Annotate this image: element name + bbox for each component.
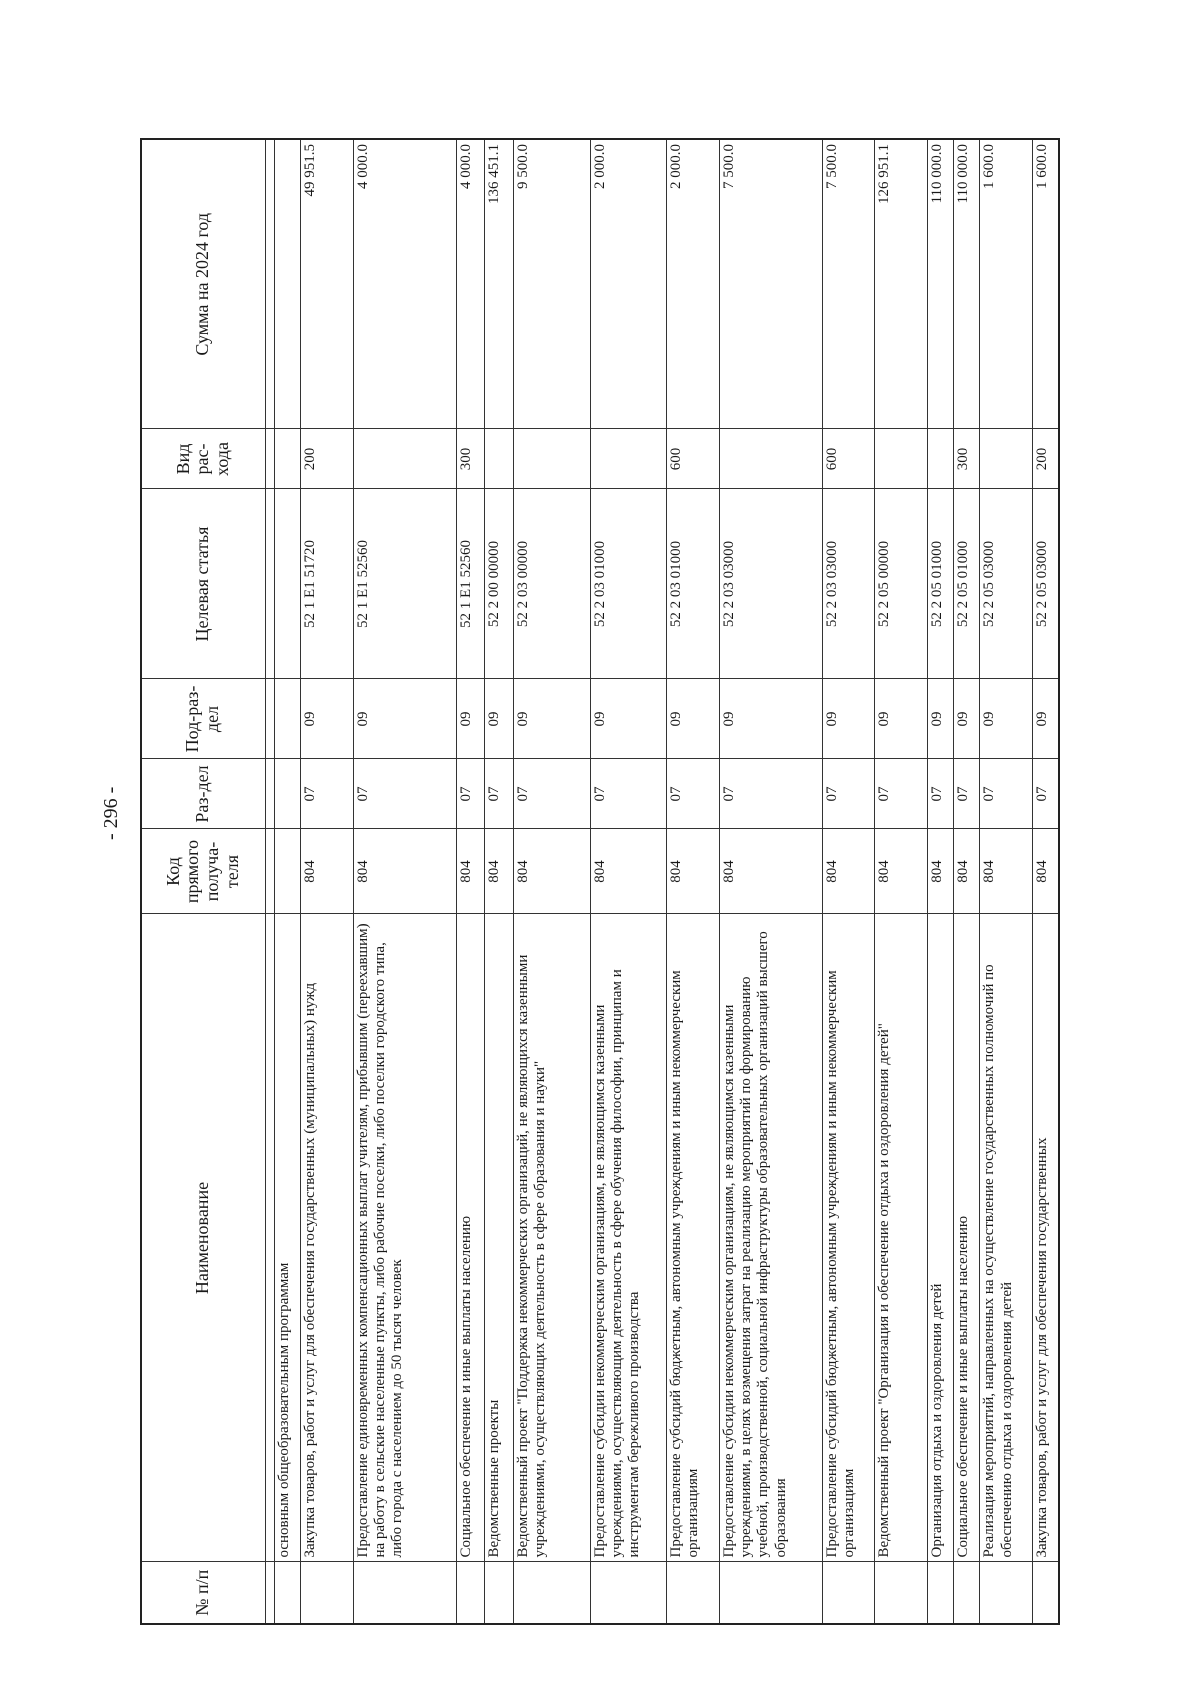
row-amount: 7 500.0 (719, 139, 822, 429)
row-target (265, 489, 275, 679)
row-amount: 49 951.5 (301, 139, 354, 429)
row-section: 07 (875, 759, 928, 829)
table-row (1033, 139, 1059, 1624)
row-num (514, 1562, 591, 1624)
row-amount: 1 600.0 (980, 139, 1033, 429)
row-subsection: 09 (301, 679, 354, 759)
row-code: 804 (875, 829, 928, 914)
row-section (265, 759, 275, 829)
row-expense-type (275, 429, 301, 489)
row-expense-type (875, 429, 928, 489)
row-code: 804 (514, 829, 591, 914)
row-section: 07 (301, 759, 354, 829)
row-code: 804 (822, 829, 875, 914)
row-subsection: 09 (514, 679, 591, 759)
row-expense-type: 200 (1033, 429, 1059, 489)
table-row (456, 139, 485, 1624)
row-num (719, 1562, 822, 1624)
row-expense-type (590, 429, 667, 489)
row-num (980, 1562, 1033, 1624)
row-amount: 2 000.0 (590, 139, 667, 429)
row-subsection: 09 (719, 679, 822, 759)
row-name: Предоставление субсидии некоммерческим организациям, не являющимся казенными учреждениями, осуществляющим деятельность в сфере обучения философии, принципам и инструментам бережливого производства (590, 914, 667, 1562)
table-row (980, 139, 1033, 1624)
row-target: 52 1 E1 51720 (301, 489, 354, 679)
row-subsection: 09 (1033, 679, 1059, 759)
row-amount: 2 000.0 (667, 139, 720, 429)
row-code (275, 829, 301, 914)
row-name: Предоставление единовременных компенсационных выплат учителям, прибывшим (переехавшим) на работу в сельские населенные пункты, либо рабочие поселки, либо поселки городского типа, либо города с населением до 50 тысяч человек (353, 914, 456, 1562)
row-target: 52 2 03 00000 (514, 489, 591, 679)
row-name: Ведомственные проекты (485, 914, 514, 1562)
row-expense-type: 600 (822, 429, 875, 489)
header-target: Целевая статья (141, 489, 265, 679)
row-name: основным общеобразовательным программам (275, 914, 301, 1562)
row-num (485, 1562, 514, 1624)
row-target: 52 2 05 01000 (927, 489, 953, 679)
row-section: 07 (667, 759, 720, 829)
row-code: 804 (719, 829, 822, 914)
row-num (301, 1562, 354, 1624)
table-row (822, 139, 875, 1624)
page-number: - 296 - (100, 786, 122, 840)
table-row (954, 139, 980, 1624)
row-amount: 7 500.0 (822, 139, 875, 429)
row-subsection: 09 (667, 679, 720, 759)
row-code: 804 (590, 829, 667, 914)
row-expense-type: 600 (667, 429, 720, 489)
header-subsection: Под-раз-дел (141, 679, 265, 759)
table-row (301, 139, 354, 1624)
row-subsection: 09 (980, 679, 1033, 759)
row-subsection (265, 679, 275, 759)
row-section: 07 (980, 759, 1033, 829)
row-name: Организация отдыха и оздоровления детей (927, 914, 953, 1562)
row-expense-type: 300 (954, 429, 980, 489)
row-num (353, 1562, 456, 1624)
row-code: 804 (954, 829, 980, 914)
row-target: 52 2 05 03000 (980, 489, 1033, 679)
row-target: 52 2 03 03000 (719, 489, 822, 679)
row-num (590, 1562, 667, 1624)
row-subsection: 09 (353, 679, 456, 759)
row-subsection: 09 (456, 679, 485, 759)
table-row (353, 139, 456, 1624)
row-subsection: 09 (590, 679, 667, 759)
row-num (265, 1562, 275, 1624)
row-amount: 110 000.0 (954, 139, 980, 429)
row-subsection: 09 (875, 679, 928, 759)
row-section: 07 (514, 759, 591, 829)
header-name: Наименование (141, 914, 265, 1562)
row-expense-type (514, 429, 591, 489)
row-num (822, 1562, 875, 1624)
row-amount (265, 139, 275, 429)
row-subsection: 09 (927, 679, 953, 759)
row-section: 07 (353, 759, 456, 829)
row-name: Предоставление субсидии некоммерческим организациям, не являющимся казенными учреждениями, в целях возмещения затрат на реализацию мероприятий по формированию учебной, производственной, социальной инфраструктуры образовательных организаций высшего образования (719, 914, 822, 1562)
row-expense-type (927, 429, 953, 489)
table-row (719, 139, 822, 1624)
row-target: 52 2 05 00000 (875, 489, 928, 679)
row-target: 52 2 03 01000 (667, 489, 720, 679)
table-row (590, 139, 667, 1624)
table-body (265, 139, 1059, 1624)
row-subsection: 09 (822, 679, 875, 759)
row-num (875, 1562, 928, 1624)
row-expense-type: 200 (301, 429, 354, 489)
row-target: 52 1 E1 52560 (353, 489, 456, 679)
row-amount: 110 000.0 (927, 139, 953, 429)
row-section (275, 759, 301, 829)
row-name (265, 914, 275, 1562)
row-num (927, 1562, 953, 1624)
row-target: 52 2 03 03000 (822, 489, 875, 679)
table-row (667, 139, 720, 1624)
row-name: Социальное обеспечение и иные выплаты населению (954, 914, 980, 1562)
row-expense-type: 300 (456, 429, 485, 489)
row-expense-type (485, 429, 514, 489)
row-subsection (275, 679, 301, 759)
row-code: 804 (301, 829, 354, 914)
row-code: 804 (667, 829, 720, 914)
row-section: 07 (719, 759, 822, 829)
row-num (954, 1562, 980, 1624)
row-num (456, 1562, 485, 1624)
row-name: Ведомственный проект "Поддержка некоммерческих организаций, не являющихся казенными учреждениями, осуществляющих деятельность в сфере образования и науки" (514, 914, 591, 1562)
row-target (275, 489, 301, 679)
header-expense-type: Вид рас-хода (141, 429, 265, 489)
row-expense-type (353, 429, 456, 489)
row-target: 52 2 05 03000 (1033, 489, 1059, 679)
header-num: № п/п (141, 1562, 265, 1624)
row-amount: 9 500.0 (514, 139, 591, 429)
row-section: 07 (1033, 759, 1059, 829)
row-code: 804 (980, 829, 1033, 914)
row-code: 804 (1033, 829, 1059, 914)
table-header (141, 139, 265, 1624)
row-section: 07 (927, 759, 953, 829)
row-code (265, 829, 275, 914)
row-amount (275, 139, 301, 429)
row-subsection: 09 (954, 679, 980, 759)
budget-table (140, 138, 1060, 1625)
row-name: Реализация мероприятий, направленных на осуществление государственных полномочий по обеспечению отдыха и оздоровления детей (980, 914, 1033, 1562)
table-row (265, 139, 275, 1624)
row-code: 804 (485, 829, 514, 914)
header-code: Код прямого получа-теля (141, 829, 265, 914)
row-section: 07 (954, 759, 980, 829)
row-amount: 126 951.1 (875, 139, 928, 429)
row-num (275, 1562, 301, 1624)
rotated-table-container (140, 140, 1060, 1625)
table-row (485, 139, 514, 1624)
row-expense-type (980, 429, 1033, 489)
table-row (927, 139, 953, 1624)
row-subsection: 09 (485, 679, 514, 759)
row-target: 52 2 05 01000 (954, 489, 980, 679)
header-amount: Сумма на 2024 год (141, 139, 265, 429)
row-name: Закупка товаров, работ и услуг для обеспечения государственных (1033, 914, 1059, 1562)
row-amount: 4 000.0 (353, 139, 456, 429)
row-name: Социальное обеспечение и иные выплаты населению (456, 914, 485, 1562)
row-amount: 136 451.1 (485, 139, 514, 429)
row-amount: 4 000.0 (456, 139, 485, 429)
row-section: 07 (485, 759, 514, 829)
row-expense-type (719, 429, 822, 489)
row-expense-type (265, 429, 275, 489)
row-name: Ведомственный проект "Организация и обеспечение отдыха и оздоровления детей" (875, 914, 928, 1562)
row-code: 804 (353, 829, 456, 914)
row-target: 52 2 00 00000 (485, 489, 514, 679)
table-row (275, 139, 301, 1624)
table-row (514, 139, 591, 1624)
row-num (1033, 1562, 1059, 1624)
row-num (667, 1562, 720, 1624)
row-amount: 1 600.0 (1033, 139, 1059, 429)
row-section: 07 (822, 759, 875, 829)
row-target: 52 1 E1 52560 (456, 489, 485, 679)
row-section: 07 (456, 759, 485, 829)
row-name: Предоставление субсидий бюджетным, автономным учреждениям и иным некоммерческим организациям (667, 914, 720, 1562)
row-target: 52 2 03 01000 (590, 489, 667, 679)
header-section: Раз-дел (141, 759, 265, 829)
row-name: Предоставление субсидий бюджетным, автономным учреждениям и иным некоммерческим организациям (822, 914, 875, 1562)
row-name: Закупка товаров, работ и услуг для обеспечения государственных (муниципальных) нужд (301, 914, 354, 1562)
table-row (875, 139, 928, 1624)
row-code: 804 (927, 829, 953, 914)
row-code: 804 (456, 829, 485, 914)
row-section: 07 (590, 759, 667, 829)
